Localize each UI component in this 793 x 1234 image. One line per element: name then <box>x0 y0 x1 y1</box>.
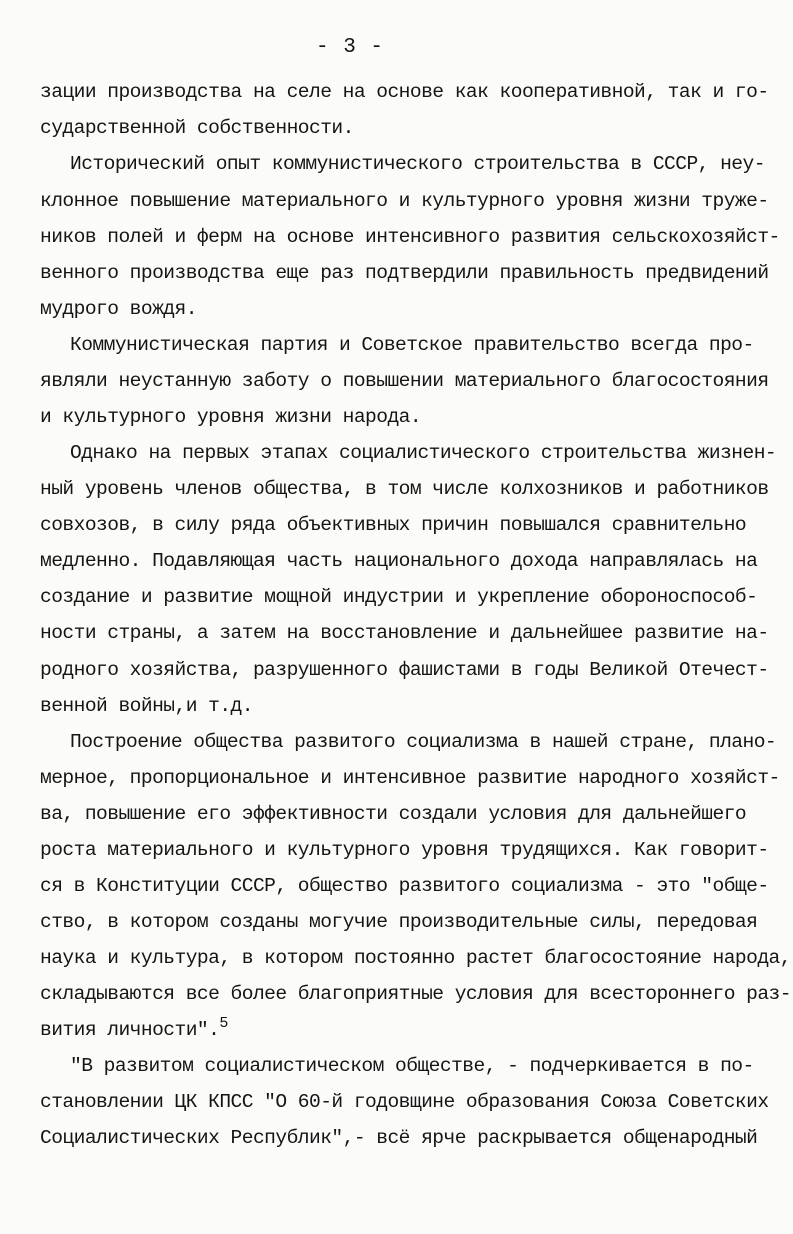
text-line: венной войны,и т.д. <box>40 695 253 717</box>
text-line: ности страны, а затем на восстановление и дальнейшее развитие на- <box>40 622 769 644</box>
text-line: роста материального и культурного уровня трудящихся. Как говорит- <box>40 839 769 861</box>
text-line: Социалистических Республик",- всё ярче раскрывается общенародный <box>40 1127 758 1149</box>
text-line: сударственной собственности. <box>40 117 354 139</box>
paragraph-first-line: "В развитом социалистическом обществе, - подчеркивается в по- <box>70 1055 754 1077</box>
text-line: ство, в котором созданы могучие производительные силы, передовая <box>40 911 758 933</box>
footnote-reference: 5 <box>219 1015 228 1032</box>
text-line: ный уровень членов общества, в том числе колхозников и работников <box>40 478 769 500</box>
text-line: вития личности". <box>40 1019 220 1041</box>
text-line: венного производства еще раз подтвердили правильность предвидений <box>40 262 769 284</box>
text-line: создание и развитие мощной индустрии и укрепление обороноспособ- <box>40 586 758 608</box>
paragraph-first-line: Исторический опыт коммунистического строительства в СССР, неу- <box>70 153 765 175</box>
text-line: зации производства на селе на основе как кооперативной, так и го- <box>40 81 769 103</box>
text-line: мерное, пропорциональное и интенсивное развитие народного хозяйст- <box>40 767 780 789</box>
text-line: являли неустанную заботу о повышении материального благосостояния <box>40 370 769 392</box>
text-line: становлении ЦК КПСС "О 60-й годовщине образования Союза Советских <box>40 1091 769 1113</box>
paragraph-first-line: Построение общества развитого социализма в нашей стране, плано- <box>70 731 777 753</box>
text-line: совхозов, в силу ряда объективных причин повышался сравнительно <box>40 514 747 536</box>
page-number: - 3 - <box>315 36 384 59</box>
text-line: медленно. Подавляющая часть национального дохода направлялась на <box>40 550 758 572</box>
text-line-with-footnote <box>40 1015 228 1042</box>
text-line: родного хозяйства, разрушенного фашистами в годы Великой Отечест- <box>40 659 769 681</box>
text-line: наука и культура, в котором постоянно растет благосостояние народа, <box>40 947 791 969</box>
text-line: и культурного уровня жизни народа. <box>40 406 422 428</box>
text-line: ся в Конституции СССР, общество развитого социализма - это "обще- <box>40 875 769 897</box>
text-line: ников полей и ферм на основе интенсивного развития сельскохозяйст- <box>40 226 780 248</box>
text-line: складываются все более благоприятные условия для всестороннего раз- <box>40 983 791 1005</box>
text-line: мудрого вождя. <box>40 298 197 320</box>
paragraph-first-line: Коммунистическая партия и Советское правительство всегда про- <box>70 334 754 356</box>
text-line: клонное повышение материального и культурного уровня жизни тружe- <box>40 190 769 212</box>
paragraph-first-line: Однако на первых этапах социалистического строительства жизнен- <box>70 442 777 464</box>
text-line: ва, повышение его эффективности создали условия для дальнейшего <box>40 803 747 825</box>
